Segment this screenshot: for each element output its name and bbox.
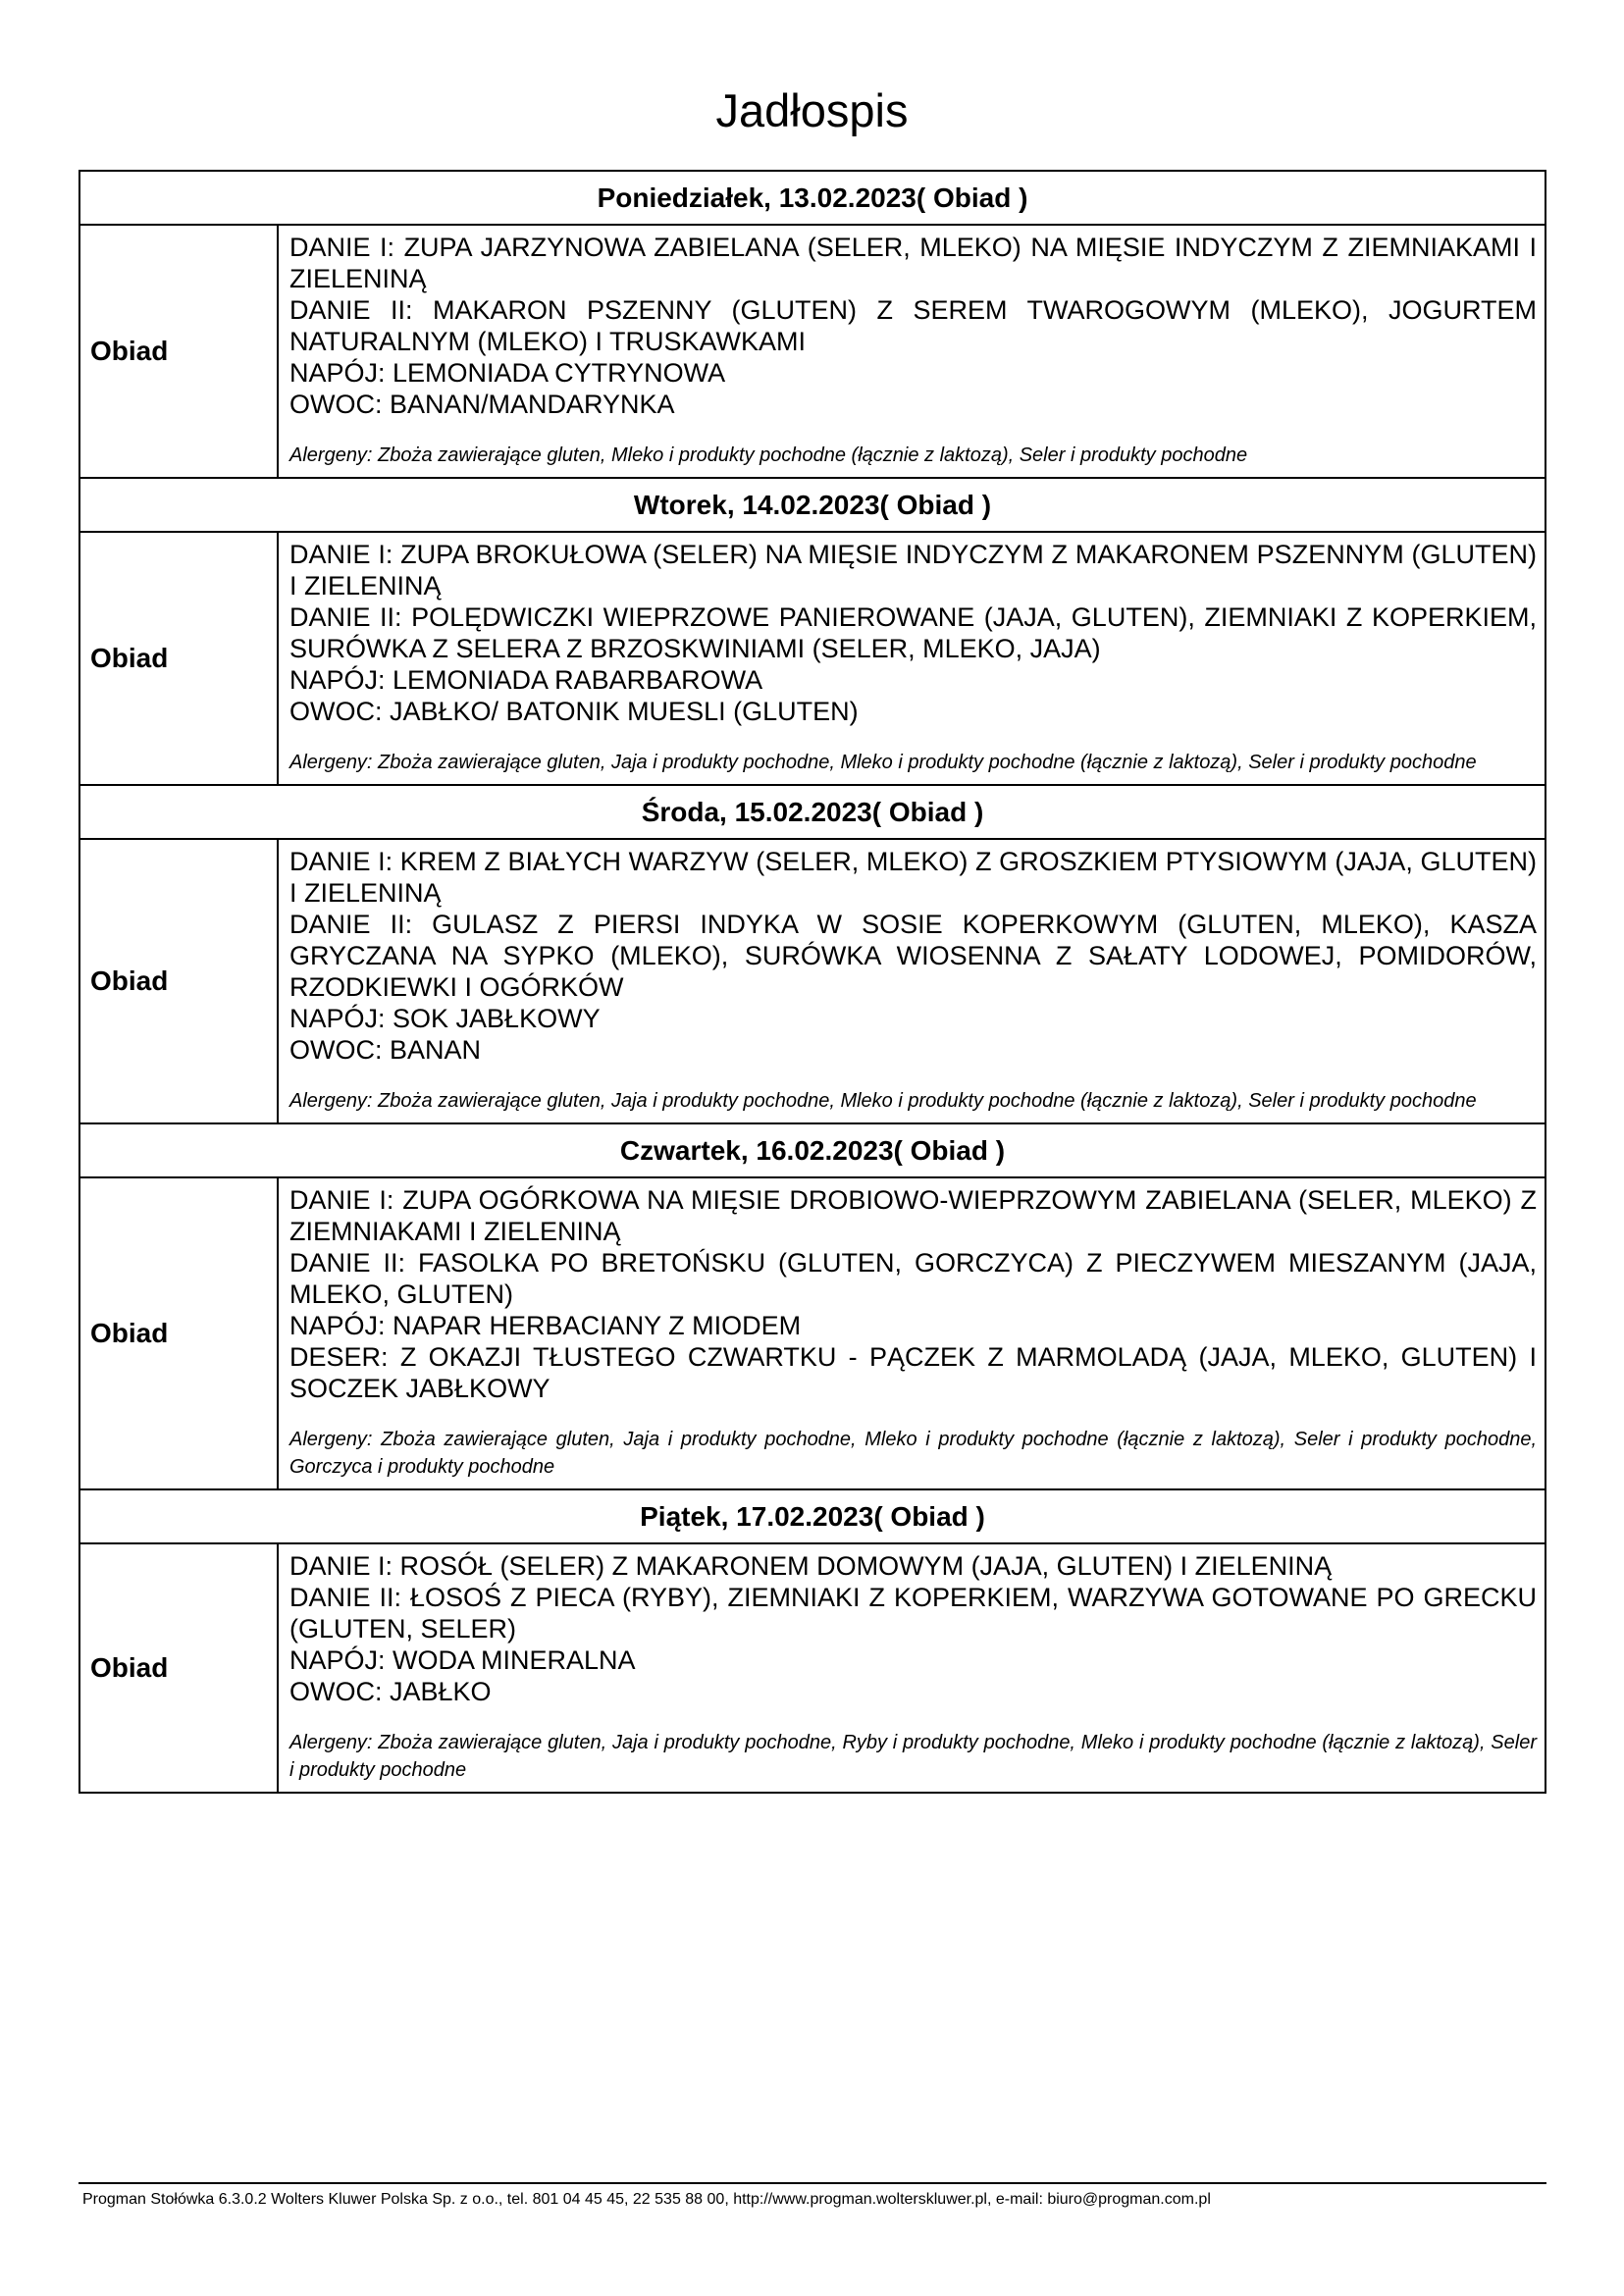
menu-cell: [278, 225, 1545, 478]
footer-divider: [79, 2182, 1546, 2184]
allergens-note: Alergeny: Zboża zawierające gluten, Jaja i produkty pochodne, Mleko i produkty pochodne (łącznie z laktozą), Seler i produkty pochodne: [289, 752, 1477, 773]
menu-item-line: DANIE I: ZUPA OGÓRKOWA NA MIĘSIE DROBIOWO-WIEPRZOWYM ZABIELANA (SELER, MLEKO) Z ZIEMNIAKAMI I ZIELENINĄ: [289, 1185, 1537, 1246]
day-header-row: [79, 171, 1545, 225]
day-header-row: [79, 1489, 1545, 1543]
menu-item-line: OWOC: JABŁKO: [289, 1677, 492, 1706]
day-header: Piątek, 17.02.2023( Obiad ): [79, 1489, 1545, 1543]
meal-row: [79, 839, 1545, 1123]
menu-item-line: DANIE II: POLĘDWICZKI WIEPRZOWE PANIEROWANE (JAJA, GLUTEN), ZIEMNIAKI Z KOPERKIEM, SURÓWKA Z SELERA Z BRZOSKWINIAMI (SELER, MLEKO, JAJA): [289, 602, 1537, 663]
meal-row: [79, 1543, 1545, 1793]
allergens-note: Alergeny: Zboża zawierające gluten, Jaja i produkty pochodne, Mleko i produkty pochodne (łącznie z laktozą), Seler i produkty pochodne: [289, 1090, 1477, 1112]
menu-item-line: NAPÓJ: LEMONIADA RABARBAROWA: [289, 665, 763, 695]
allergens-note: Alergeny: Zboża zawierające gluten, Mleko i produkty pochodne (łącznie z laktozą), Seler i produkty pochodne: [289, 444, 1248, 466]
meal-label: Obiad: [79, 1177, 278, 1489]
day-header: Poniedziałek, 13.02.2023( Obiad ): [79, 171, 1545, 225]
menu-body: [79, 171, 1545, 1793]
menu-cell: [278, 1177, 1545, 1489]
allergens-note: Alergeny: Zboża zawierające gluten, Jaja i produkty pochodne, Mleko i produkty pochodne (łącznie z laktozą), Seler i produkty pochodne, Gorczyca i produkty pochodne: [289, 1429, 1537, 1478]
menu-cell: [278, 1543, 1545, 1793]
day-header-row: [79, 1123, 1545, 1177]
menu-item-line: DANIE II: FASOLKA PO BRETOŃSKU (GLUTEN, GORCZYCA) Z PIECZYWEM MIESZANYM (JAJA, MLEKO, GLUTEN): [289, 1248, 1537, 1309]
menu-item-line: OWOC: BANAN: [289, 1035, 482, 1065]
menu-item-line: DANIE I: ZUPA JARZYNOWA ZABIELANA (SELER, MLEKO) NA MIĘSIE INDYCZYM Z ZIEMNIAKAMI I ZIELENINĄ: [289, 233, 1537, 293]
page-title: Jadłospis: [715, 84, 909, 136]
menu-item-line: DANIE I: ZUPA BROKUŁOWA (SELER) NA MIĘSIE INDYCZYM Z MAKARONEM PSZENNYM (GLUTEN) I ZIELENINĄ: [289, 540, 1537, 600]
day-header: Wtorek, 14.02.2023( Obiad ): [79, 478, 1545, 532]
menu-item-line: NAPÓJ: NAPAR HERBACIANY Z MIODEM: [289, 1311, 802, 1340]
menu-cell: [278, 532, 1545, 785]
menu-item-line: DESER: Z OKAZJI TŁUSTEGO CZWARTKU - PĄCZEK Z MARMOLADĄ (JAJA, MLEKO, GLUTEN) I SOCZEK JABŁKOWY: [289, 1342, 1537, 1403]
day-header-row: [79, 478, 1545, 532]
menu-item-line: DANIE I: KREM Z BIAŁYCH WARZYW (SELER, MLEKO) Z GROSZKIEM PTYSIOWYM (JAJA, GLUTEN) I ZIELENINĄ: [289, 847, 1537, 908]
day-header-row: [79, 785, 1545, 839]
menu-cell: [278, 839, 1545, 1123]
menu-table: [79, 170, 1546, 1794]
menu-item-line: NAPÓJ: WODA MINERALNA: [289, 1645, 636, 1675]
meal-label: Obiad: [79, 532, 278, 785]
menu-item-line: DANIE II: ŁOSOŚ Z PIECA (RYBY), ZIEMNIAKI Z KOPERKIEM, WARZYWA GOTOWANE PO GRECKU (GLUTEN, SELER): [289, 1583, 1537, 1644]
meal-label: Obiad: [79, 839, 278, 1123]
meal-row: [79, 532, 1545, 785]
menu-item-line: DANIE I: ROSÓŁ (SELER) Z MAKARONEM DOMOWYM (JAJA, GLUTEN) I ZIELENINĄ: [289, 1551, 1333, 1581]
meal-row: [79, 225, 1545, 478]
allergens-note: Alergeny: Zboża zawierające gluten, Jaja i produkty pochodne, Ryby i produkty pochodne, Mleko i produkty pochodne (łącznie z laktozą), Seler i produkty pochodne: [289, 1732, 1537, 1781]
day-header: Środa, 15.02.2023( Obiad ): [79, 785, 1545, 839]
meal-label: Obiad: [79, 1543, 278, 1793]
footer-text: Progman Stołówka 6.3.0.2 Wolters Kluwer Polska Sp. z o.o., tel. 801 04 45 45, 22 535 88 00, http://www.progman.wolterskluwer.pl, e-mail: biuro@progman.com.pl: [82, 2191, 1211, 2208]
menu-item-line: DANIE II: MAKARON PSZENNY (GLUTEN) Z SEREM TWAROGOWYM (MLEKO), JOGURTEM NATURALNYM (MLEKO) I TRUSKAWKAMI: [289, 295, 1537, 356]
menu-item-line: OWOC: JABŁKO/ BATONIK MUESLI (GLUTEN): [289, 697, 859, 726]
meal-label: Obiad: [79, 225, 278, 478]
menu-item-line: NAPÓJ: SOK JABŁKOWY: [289, 1004, 601, 1033]
menu-item-line: NAPÓJ: LEMONIADA CYTRYNOWA: [289, 358, 726, 388]
meal-row: [79, 1177, 1545, 1489]
menu-item-line: DANIE II: GULASZ Z PIERSI INDYKA W SOSIE KOPERKOWYM (GLUTEN, MLEKO), KASZA GRYCZANA NA SYPKO (MLEKO), SURÓWKA WIOSENNA Z SAŁATY LODOWEJ, POMIDORÓW, RZODKIEWKI I OGÓRKÓW: [289, 910, 1537, 1002]
day-header: Czwartek, 16.02.2023( Obiad ): [79, 1123, 1545, 1177]
menu-item-line: OWOC: BANAN/MANDARYNKA: [289, 390, 675, 419]
